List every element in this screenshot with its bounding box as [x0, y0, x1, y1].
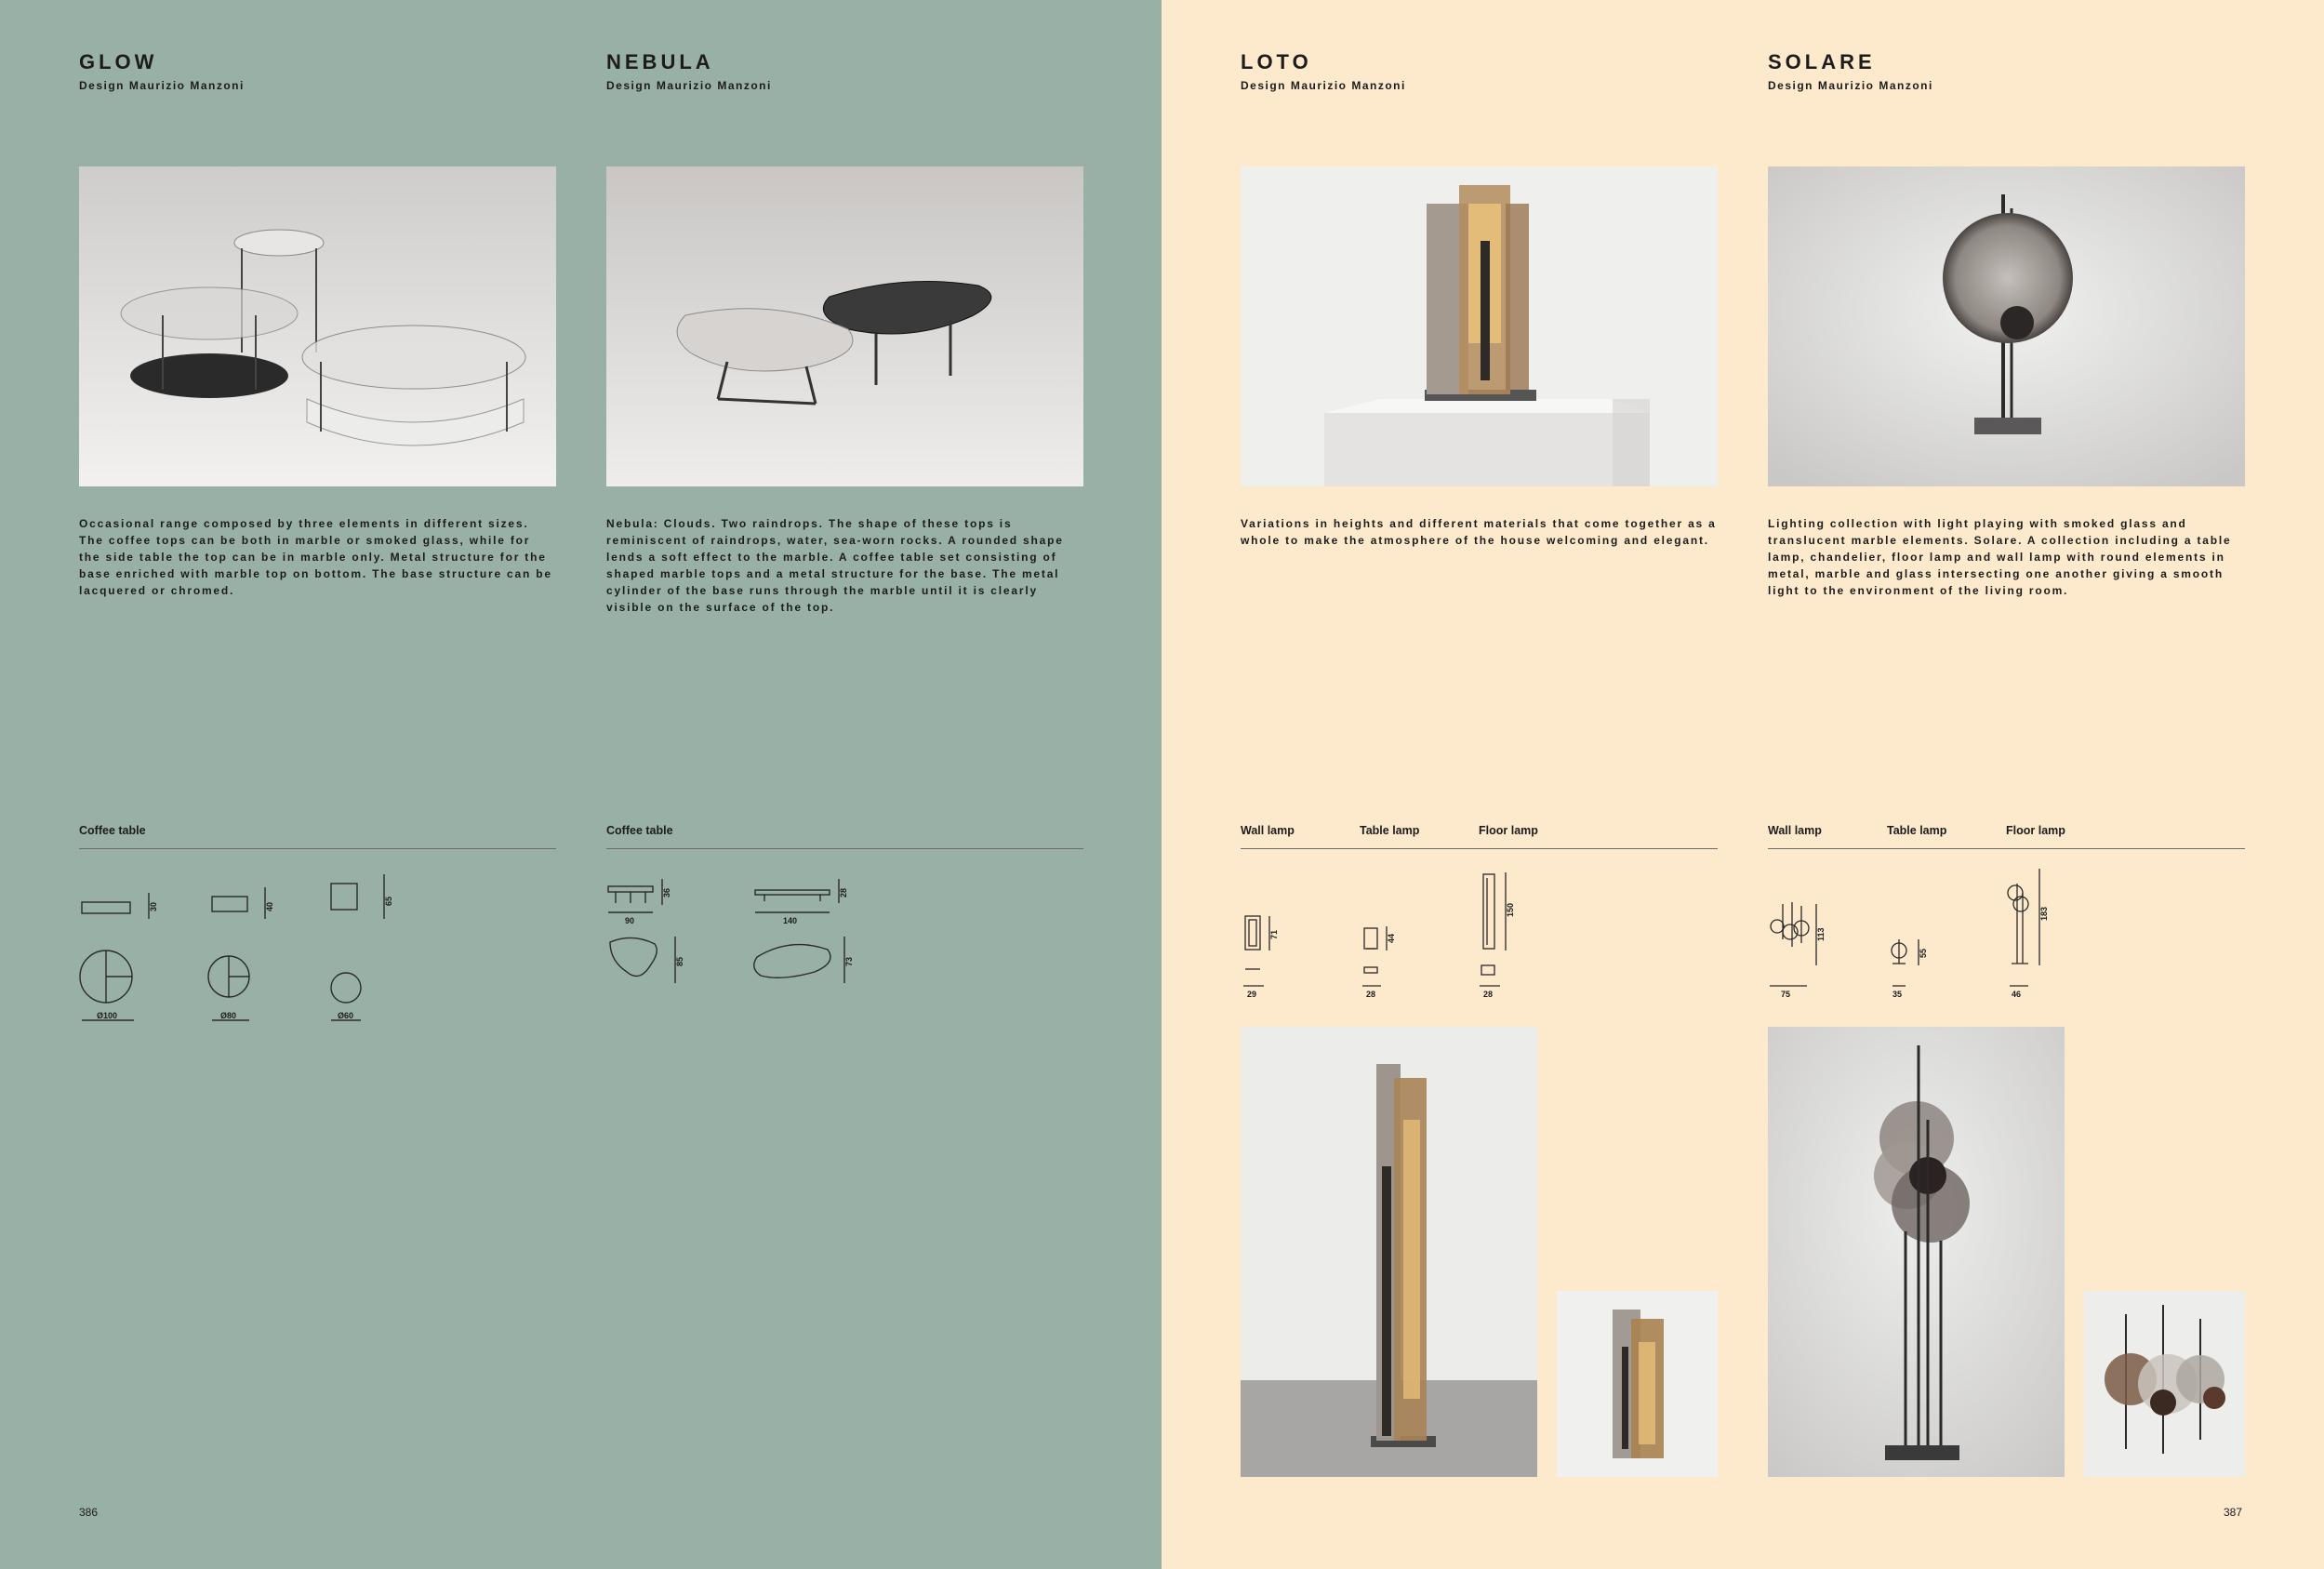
solare-height-table: 55 [1919, 948, 1928, 958]
solare-height-floor: 183 [2039, 906, 2049, 921]
glow-height-1: 30 [149, 901, 158, 911]
nebula-width-2: 140 [783, 916, 798, 925]
nebula-height-1: 36 [662, 887, 671, 898]
nebula-width-1: 90 [625, 916, 635, 925]
loto-title: LOTO [1241, 50, 1312, 73]
loto-dimension-drawing [1236, 865, 1552, 999]
glow-height-2: 40 [265, 901, 274, 911]
solare-type-label-table: Table lamp [1887, 824, 1947, 837]
glow-designer: Design Maurizio Manzoni [79, 79, 245, 92]
loto-type-label-table: Table lamp [1360, 824, 1420, 837]
loto-designer: Design Maurizio Manzoni [1241, 79, 1406, 92]
glow-type-label: Coffee table [79, 824, 146, 837]
loto-divider [1241, 848, 1718, 849]
nebula-designer: Design Maurizio Manzoni [606, 79, 772, 92]
solare-designer: Design Maurizio Manzoni [1768, 79, 1933, 92]
loto-wall-lamp-photo [1557, 1291, 1718, 1477]
glow-title: GLOW [79, 50, 158, 73]
nebula-dimension-drawing [604, 879, 865, 1000]
glow-diameter-3: Ø60 [338, 1011, 354, 1020]
solare-type-label-wall: Wall lamp [1768, 824, 1822, 837]
solare-width-floor: 46 [2012, 990, 2022, 999]
loto-floor-lamp-photo [1241, 1027, 1537, 1477]
loto-width-table: 28 [1366, 990, 1376, 999]
solare-dimension-drawing [1764, 865, 2080, 999]
nebula-depth-1: 85 [675, 956, 684, 966]
right-page [1162, 0, 2324, 1569]
nebula-type-label: Coffee table [606, 824, 673, 837]
solare-type-label-floor: Floor lamp [2006, 824, 2065, 837]
glow-height-3: 65 [384, 896, 393, 906]
loto-photo [1241, 166, 1718, 486]
glow-dimension-drawing [74, 874, 409, 1023]
page-number-left: 386 [79, 1506, 99, 1519]
loto-width-floor: 28 [1483, 990, 1494, 999]
loto-description: Variations in heights and different materials that come together as a whole to make the atmosphere of the house welcoming and elegant. [1241, 517, 1717, 547]
solare-title: SOLARE [1768, 50, 1876, 73]
loto-width-wall: 29 [1247, 990, 1257, 999]
page-number-right: 387 [2224, 1506, 2243, 1519]
nebula-photo [606, 166, 1083, 486]
loto-height-wall: 71 [1269, 929, 1279, 939]
nebula-title: NEBULA [606, 50, 714, 73]
loto-type-label-floor: Floor lamp [1479, 824, 1538, 837]
loto-type-label-wall: Wall lamp [1241, 824, 1295, 837]
nebula-description: Nebula: Clouds. Two raindrops. The shape of these tops is reminiscent of raindrops, water, sea-worn rocks. A rounded shape lends a soft effect to the marble. A coffee table set consisting of shaped marble tops and a metal structure for the base. The metal cylinder of the base runs through the marble until it is clearly visible on the surface of the top. [606, 517, 1064, 614]
loto-height-table: 44 [1387, 933, 1396, 943]
glow-photo [79, 166, 556, 486]
glow-divider [79, 848, 556, 849]
nebula-depth-2: 73 [844, 956, 854, 966]
nebula-height-2: 28 [839, 887, 848, 898]
glow-diameter-2: Ø80 [220, 1011, 237, 1020]
solare-width-wall: 75 [1781, 990, 1791, 999]
solare-photo [1768, 166, 2245, 486]
glow-mid-profile [212, 897, 247, 911]
glow-description: Occasional range composed by three elements in different sizes. The coffee tops can be both in marble or smoked glass, while for the side table the top can be in marble only. Metal structure for the base enriched with marble top on bottom. The base structure can be lacquered or chromed. [79, 517, 552, 597]
solare-divider [1768, 848, 2245, 849]
solare-floor-lamp-photo [1768, 1027, 2065, 1477]
solare-wall-lamp-photo [2084, 1291, 2245, 1477]
solare-description: Lighting collection with light playing with smoked glass and translucent marble elements. Solare. A collection including a table lamp, chandelier, floor lamp and wall lamp with round elements in metal, marble and glass intersecting one another giving a smooth light to the environment of the living room. [1768, 517, 2232, 597]
solare-width-table: 35 [1892, 990, 1903, 999]
glow-side-profile [331, 884, 357, 910]
nebula-divider [606, 848, 1083, 849]
loto-height-floor: 150 [1506, 902, 1515, 917]
solare-height-wall: 113 [1816, 927, 1826, 941]
glow-small-profile [82, 902, 130, 913]
glow-diameter-1: Ø100 [97, 1011, 118, 1020]
